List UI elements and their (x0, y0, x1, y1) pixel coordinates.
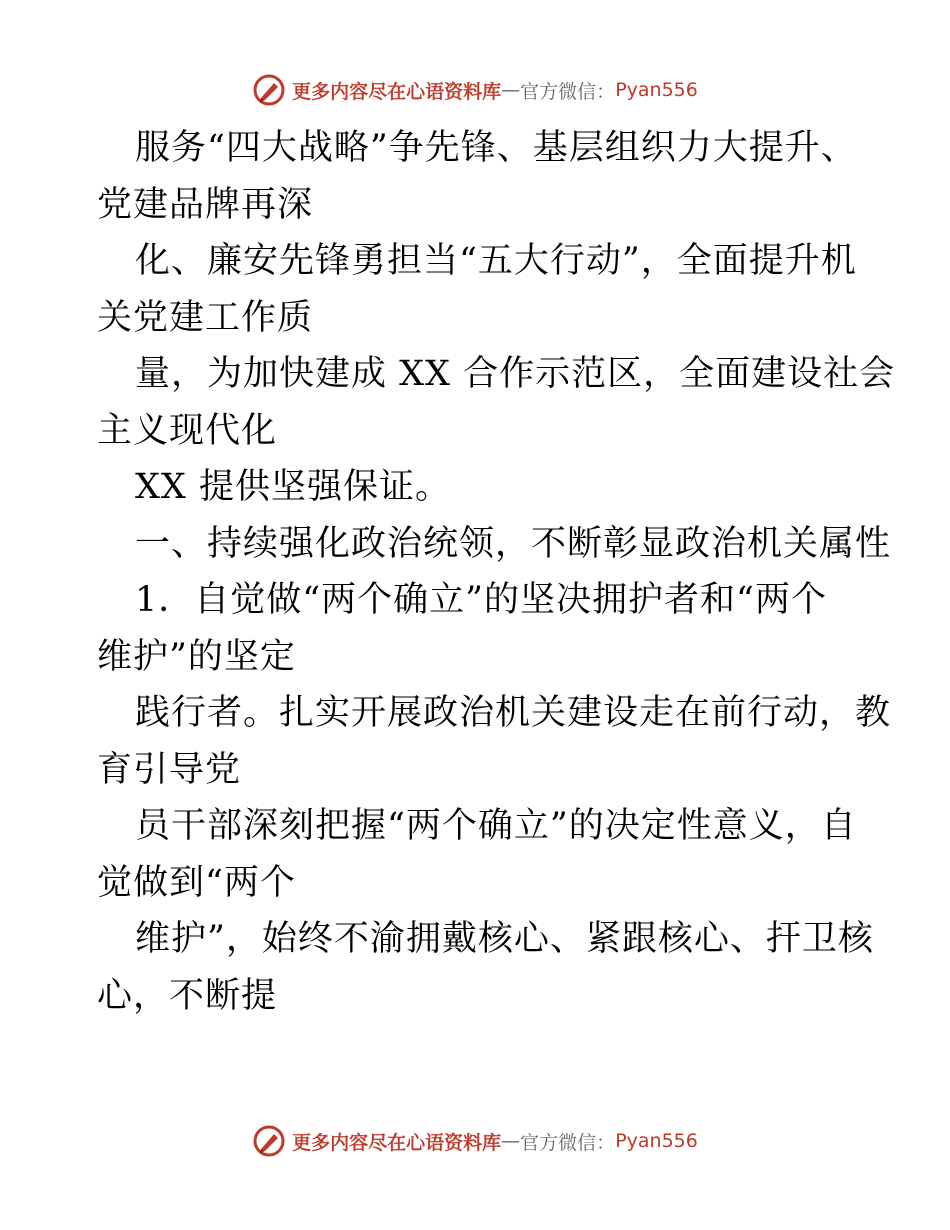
body-line: 育引导党 (97, 749, 242, 790)
section-heading: 一、持续强化政治统领，不断彰显政治机关属性 (135, 523, 892, 564)
footer-official-label: 官方微信： (520, 1131, 616, 1154)
header-wechat-id: Pyan556 (615, 79, 698, 101)
document-body (97, 120, 896, 1024)
footer-banner (0, 1121, 950, 1161)
body-line: 心，不断提 (97, 975, 278, 1016)
body-line: 员干部深刻把握“两个确立”的决定性意义，自 (135, 806, 857, 846)
body-line: 1．自觉做“两个确立”的坚决拥护者和“两个 (135, 580, 827, 620)
body-line: 量，为加快建成 XX 合作示范区，全面建设社会 (135, 354, 896, 394)
body-line: 党建品牌再深 (97, 184, 314, 225)
body-line: 化、廉安先锋勇担当“五大行动”，全面提升机 (135, 241, 857, 281)
body-line: XX 提供坚强保证。 (135, 467, 451, 507)
header-banner (0, 70, 950, 110)
footer-separator: — (501, 1130, 521, 1152)
body-line: 主义现代化 (97, 410, 278, 451)
footer-brand-text: 更多内容尽在心语资料库 (292, 1131, 502, 1154)
header-separator: — (501, 79, 521, 101)
pen-nib-logo-icon (252, 73, 286, 107)
header-brand-text: 更多内容尽在心语资料库 (292, 80, 502, 103)
body-line: 关党建工作质 (97, 297, 314, 338)
body-line: 觉做到“两个 (97, 862, 296, 903)
pen-nib-logo-icon (252, 1124, 286, 1158)
body-line: 维护”，始终不渝拥戴核心、紧跟核心、扞卫核 (135, 919, 874, 959)
body-line: 践行者。扎实开展政治机关建设走在前行动，教 (135, 693, 892, 733)
body-line: 维护”的坚定 (97, 636, 296, 677)
header-official-label: 官方微信： (520, 80, 616, 103)
body-line: 服务“四大战略”争先锋、基层组织力大提升、 (135, 128, 857, 168)
footer-wechat-id: Pyan556 (615, 1130, 698, 1152)
